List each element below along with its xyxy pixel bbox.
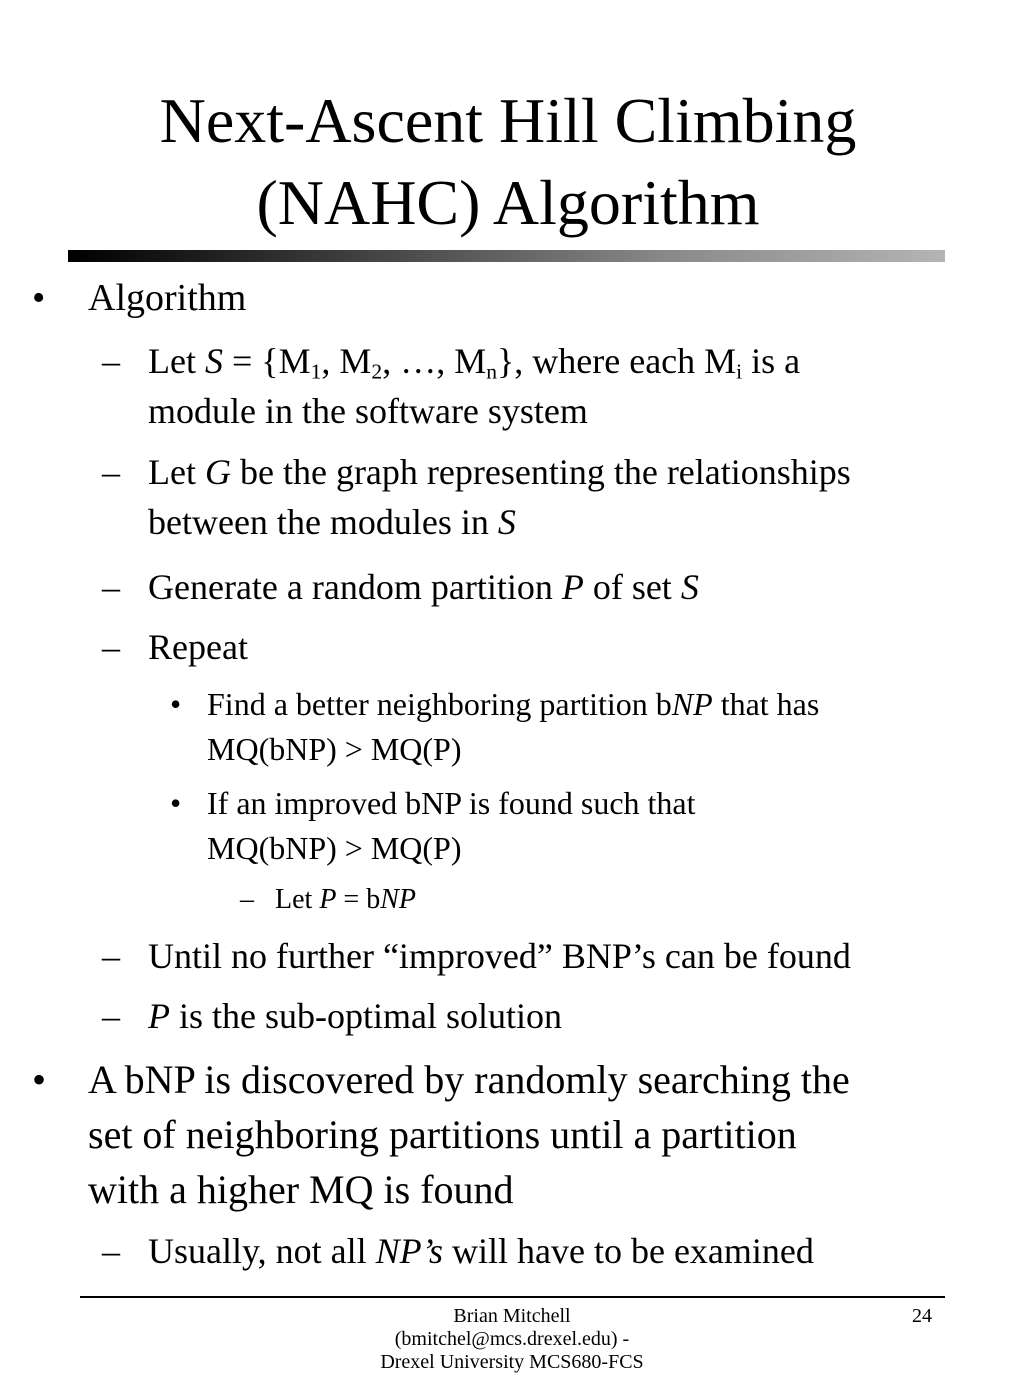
bullet-marker: • [32, 1057, 47, 1102]
dash-marker: – [102, 452, 120, 492]
let-g-line: Let G be the graph representing the relationships [148, 452, 851, 492]
repeat-line: Repeat [148, 627, 248, 667]
let-s-line: Let $S = \{M_1$, $M_2$, …, $M_n$}, where each $M_i$ is a [148, 341, 801, 384]
let-s-line-2: module in the software system [148, 391, 588, 431]
dash-marker: – [102, 996, 120, 1036]
bnp-discovered-line-2: set of neighboring partitions until a partition [88, 1112, 797, 1157]
slide-title [0, 80, 1016, 244]
generate-line: Generate a random partition P of set S [148, 567, 699, 607]
usually-line: Usually, not all NP’s will have to be examined [148, 1231, 814, 1271]
title-line-1: Next-Ascent Hill Climbing [159, 85, 857, 156]
footer-author: Brian Mitchell (bmitchel@mcs.drexel.edu) - Drexel University MCS680-FCS [380, 1305, 644, 1373]
footer-divider [80, 1296, 945, 1298]
bnp-discovered-line-1: A bNP is discovered by randomly searching the [88, 1057, 850, 1102]
until-line: Until no further “improved” BNP’s can be found [148, 936, 851, 976]
dash-marker: – [102, 1231, 120, 1271]
page-number: 24 [912, 1305, 932, 1327]
if-improved-line: If an improved bNP is found such that [207, 785, 696, 821]
title-line-2: (NAHC) Algorithm [256, 167, 760, 238]
bullet-marker: • [170, 686, 182, 722]
dash-marker: – [102, 341, 120, 381]
dash-marker: – [240, 884, 254, 915]
let-g-line-2: between the modules in S [148, 502, 516, 542]
dash-marker: – [102, 936, 120, 976]
if-improved-line-2: MQ(bNP) > MQ(P) [207, 830, 462, 866]
suboptimal-line: P is the sub-optimal solution [148, 996, 562, 1036]
bullet-marker: • [32, 277, 46, 319]
let-p-line: Let P = bNP [275, 884, 416, 915]
dash-marker: – [102, 567, 120, 607]
find-better-line: Find a better neighboring partition bNP that has [207, 686, 820, 722]
title-divider [68, 250, 945, 262]
algorithm-heading: Algorithm [88, 277, 247, 319]
bullet-marker: • [170, 785, 182, 821]
bnp-discovered-line-3: with a higher MQ is found [88, 1167, 514, 1212]
dash-marker: – [102, 627, 120, 667]
find-better-line-2: MQ(bNP) > MQ(P) [207, 731, 462, 767]
